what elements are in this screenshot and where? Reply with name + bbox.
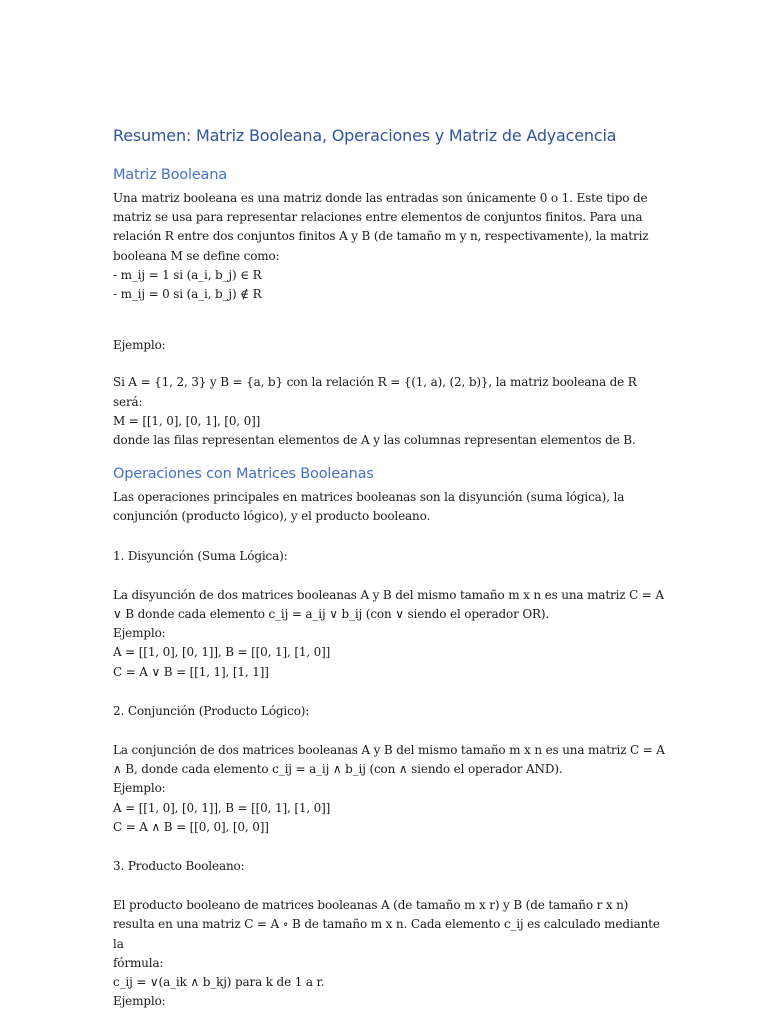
text-line: c_ij = ∨(a_ik ∧ b_kj) para k de 1 a r.: [113, 975, 325, 990]
text-line: fórmula:: [113, 955, 164, 970]
text-line: Si A = {1, 2, 3} y B = {a, b} con la relación R = {(1, a), (2, b)}, la matriz booleana de R será:: [113, 375, 637, 409]
paragraph-producto: [113, 896, 668, 1011]
text-line: Ejemplo:: [113, 994, 166, 1009]
text-line: M = [[1, 0], [0, 1], [0, 0]]: [113, 413, 261, 428]
paragraph-definition: [113, 189, 668, 304]
text-line: - m_ij = 1 si (a_i, b_j) ∈ R: [113, 267, 262, 282]
text-line: A = [[1, 0], [0, 1]], B = [[0, 1], [1, 0]]: [113, 800, 331, 815]
text-line: conjunción (producto lógico), y el producto booleano.: [113, 509, 431, 524]
text-line: ∧ B, donde cada elemento c_ij = a_ij ∧ b_ij (con ∧ siendo el operador AND).: [113, 762, 563, 777]
text-line: booleana M se define como:: [113, 248, 280, 263]
document-title: Resumen: Matriz Booleana, Operaciones y Matriz de Adyacencia: [113, 126, 617, 145]
text-line: La conjunción de dos matrices booleanas A y B del mismo tamaño m x n es una matriz C = A: [113, 743, 665, 758]
text-line: matriz se usa para representar relaciones entre elementos de conjuntos finitos. Para una: [113, 210, 643, 225]
text-line: A = [[1, 0], [0, 1]], B = [[0, 1], [1, 0]]: [113, 645, 331, 660]
paragraph-conjuncion: [113, 741, 668, 837]
paragraph-operaciones-intro: [113, 488, 668, 526]
text-line: La disyunción de dos matrices booleanas A y B del mismo tamaño m x n es una matriz C = A: [113, 587, 664, 602]
paragraph-example: [113, 373, 668, 450]
heading-matriz-booleana: Matriz Booleana: [113, 167, 227, 183]
text-line: Una matriz booleana es una matriz donde las entradas son únicamente 0 o 1. Este tipo de: [113, 191, 648, 205]
text-line: - m_ij = 0 si (a_i, b_j) ∉ R: [113, 287, 262, 302]
text-line: Ejemplo:: [113, 781, 166, 796]
example-label: Ejemplo:: [113, 338, 166, 353]
heading-operaciones: Operaciones con Matrices Booleanas: [113, 466, 374, 483]
text-line: resulta en una matriz C = A ∘ B de tamaño m x n. Cada elemento c_ij es calculado mediante la: [113, 917, 660, 951]
text-line: Las operaciones principales en matrices booleanas son la disyunción (suma lógica), la: [113, 490, 625, 505]
op-conjuncion-label: 2. Conjunción (Producto Lógico):: [113, 703, 310, 718]
paragraph-disyuncion: [113, 586, 668, 682]
text-line: C = A ∨ B = [[1, 1], [1, 1]]: [113, 664, 269, 679]
text-line: relación R entre dos conjuntos finitos A y B (de tamaño m y n, respectivamente), la matriz: [113, 229, 649, 244]
op-producto-label: 3. Producto Booleano:: [113, 859, 245, 874]
text-line: El producto booleano de matrices booleanas A (de tamaño m x r) y B (de tamaño r x n): [113, 898, 629, 913]
op-disyuncion-label: 1. Disyunción (Suma Lógica):: [113, 548, 288, 563]
text-line: C = A ∧ B = [[0, 0], [0, 0]]: [113, 819, 269, 834]
text-line: ∨ B donde cada elemento c_ij = a_ij ∨ b_ij (con ∨ siendo el operador OR).: [113, 607, 550, 622]
text-line: donde las filas representan elementos de A y las columnas representan elementos de B.: [113, 433, 636, 448]
text-line: Ejemplo:: [113, 626, 166, 641]
